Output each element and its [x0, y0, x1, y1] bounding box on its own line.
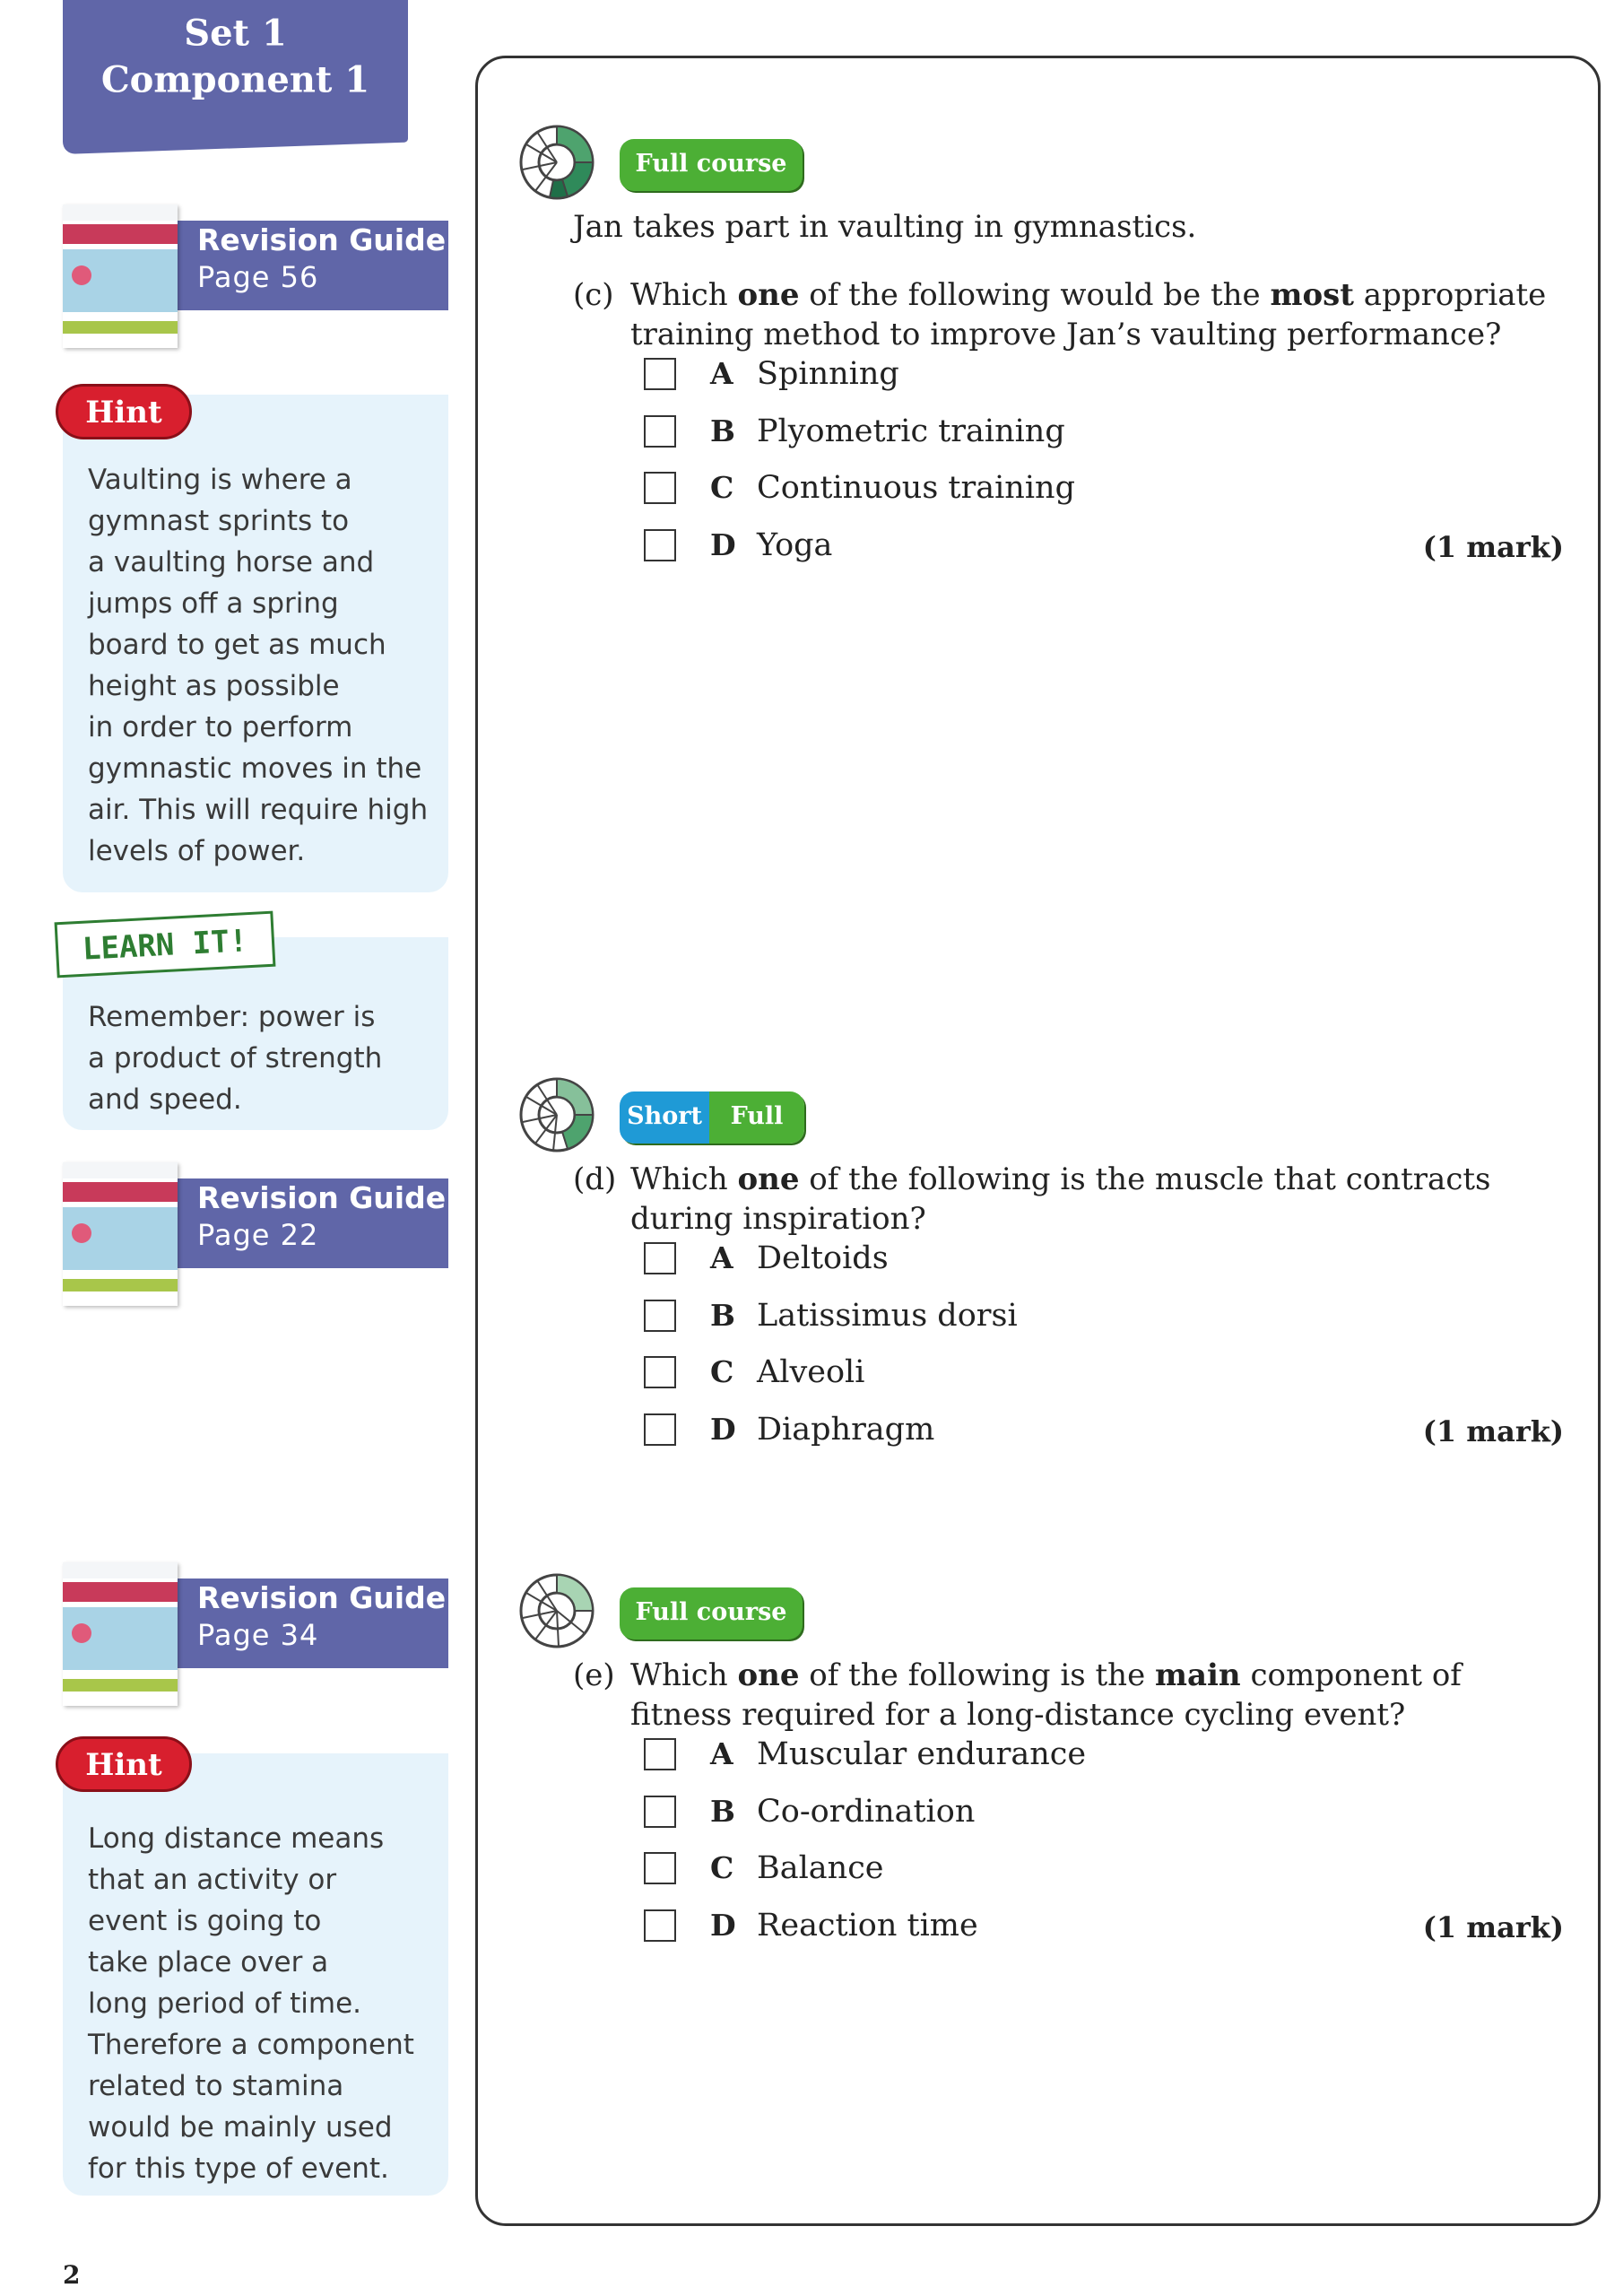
question-intro: Jan takes part in vaulting in gymnastics. — [573, 209, 1197, 245]
full-course-badge: Full course — [620, 139, 803, 191]
hint-line: jumps off a spring — [88, 587, 339, 620]
hint-line: Therefore a component — [88, 2029, 414, 2061]
revision-guide-cover-image — [63, 1562, 178, 1706]
revision-guide-ref[interactable] — [63, 204, 448, 319]
answer-checkbox[interactable] — [644, 358, 676, 390]
revision-guide-page: Page 22 — [197, 1218, 319, 1252]
option-text: Co-ordination — [757, 1794, 976, 1830]
set-label: Set 1 — [184, 12, 287, 55]
option-d[interactable]: D Diaphragm — [644, 1410, 934, 1449]
revision-guide-page: Page 34 — [197, 1618, 319, 1652]
mark-allocation: (1 mark) — [1422, 1910, 1564, 1944]
mark-allocation: (1 mark) — [1422, 1414, 1564, 1448]
learn-line: Remember: power is — [88, 1001, 376, 1033]
learn-it-badge: LEARN IT! — [55, 911, 276, 978]
answer-checkbox[interactable] — [644, 1356, 676, 1388]
option-a[interactable]: A Spinning — [644, 354, 899, 394]
hint-line: Long distance means — [88, 1822, 385, 1855]
answer-checkbox[interactable] — [644, 1300, 676, 1332]
answer-checkbox[interactable] — [644, 1242, 676, 1274]
set-component-tab — [63, 0, 408, 154]
hint-line: air. This will require high — [88, 794, 429, 826]
hint-line: would be mainly used — [88, 2111, 393, 2144]
option-text: Balance — [757, 1850, 884, 1886]
option-text: Deltoids — [757, 1240, 889, 1276]
option-b[interactable]: B Latissimus dorsi — [644, 1296, 1018, 1335]
option-text: Continuous training — [757, 470, 1075, 506]
hint-line: gymnastic moves in the — [88, 752, 422, 785]
question-label: (e) — [573, 1657, 615, 1693]
difficulty-gauge-icon — [514, 119, 600, 205]
question-label: (d) — [573, 1161, 617, 1197]
option-text: Muscular endurance — [757, 1736, 1087, 1772]
answer-checkbox[interactable] — [644, 1413, 676, 1446]
hint-line: a vaulting horse and — [88, 546, 375, 578]
hint-line: levels of power. — [88, 835, 306, 867]
option-text: Alveoli — [757, 1354, 865, 1390]
option-text: Spinning — [757, 356, 899, 392]
hint-badge: Hint — [56, 1736, 192, 1792]
difficulty-gauge-icon — [514, 1568, 600, 1654]
question-text: (c) Which one of the following would be the most appropriate training method to improve Jan’s vaulting performance? — [573, 277, 1547, 352]
revision-guide-cover-image — [63, 204, 178, 348]
option-text: Diaphragm — [757, 1412, 935, 1448]
hint-badge: Hint — [56, 384, 192, 439]
revision-guide-ref[interactable] — [63, 1562, 448, 1677]
hint-line: gymnast sprints to — [88, 505, 350, 537]
option-a[interactable]: A Deltoids — [644, 1239, 889, 1278]
option-text: Yoga — [757, 527, 833, 563]
hint-line: height as possible — [88, 670, 340, 702]
hint-box — [63, 1753, 448, 2196]
option-text: Latissimus dorsi — [757, 1298, 1018, 1334]
hint-line: in order to perform — [88, 711, 353, 744]
hint-box — [63, 395, 448, 892]
hint-line: that an activity or — [88, 1864, 337, 1896]
answer-checkbox[interactable] — [644, 415, 676, 448]
answer-checkbox[interactable] — [644, 1738, 676, 1770]
revision-guide-title: Revision Guide — [197, 222, 447, 257]
answer-checkbox[interactable] — [644, 1909, 676, 1942]
component-label: Component 1 — [100, 58, 370, 101]
revision-guide-cover-image — [63, 1162, 178, 1306]
revision-guide-title: Revision Guide — [197, 1180, 447, 1215]
question-panel — [475, 56, 1601, 2226]
full-course-badge: Full course — [620, 1587, 803, 1639]
answer-checkbox[interactable] — [644, 1852, 676, 1884]
option-d[interactable]: D Yoga — [644, 526, 832, 565]
question-label: (c) — [573, 277, 614, 313]
option-c[interactable]: C Continuous training — [644, 468, 1075, 508]
option-c[interactable]: C Balance — [644, 1848, 884, 1888]
difficulty-gauge-icon — [514, 1072, 600, 1158]
option-b[interactable]: B Plyometric training — [644, 412, 1065, 451]
full-course-label: Full — [709, 1091, 804, 1144]
question-text: (d) Which one of the following is the muscle that contracts during inspiration? — [573, 1161, 1491, 1237]
hint-line: event is going to — [88, 1905, 322, 1937]
hint-line: related to stamina — [88, 2070, 344, 2102]
answer-checkbox[interactable] — [644, 529, 676, 561]
short-full-course-badge — [620, 1091, 804, 1144]
page-number: 2 — [63, 2260, 81, 2290]
revision-guide-ref[interactable] — [63, 1162, 448, 1277]
hint-line: Vaulting is where a — [88, 464, 352, 496]
option-a[interactable]: A Muscular endurance — [644, 1735, 1086, 1774]
mark-allocation: (1 mark) — [1422, 530, 1564, 564]
option-text: Reaction time — [757, 1908, 978, 1944]
learn-line: and speed. — [88, 1083, 242, 1116]
option-c[interactable]: C Alveoli — [644, 1352, 864, 1392]
answer-checkbox[interactable] — [644, 472, 676, 504]
revision-guide-title: Revision Guide — [197, 1580, 447, 1615]
option-b[interactable]: B Co-ordination — [644, 1792, 975, 1831]
hint-line: take place over a — [88, 1946, 329, 1979]
option-text: Plyometric training — [757, 413, 1065, 449]
option-d[interactable]: D Reaction time — [644, 1906, 978, 1945]
question-text: (e) Which one of the following is the main component of fitness required for a long-distance cycling event? — [573, 1657, 1462, 1733]
revision-guide-page: Page 56 — [197, 260, 319, 294]
hint-line: long period of time. — [88, 1987, 361, 2020]
hint-line: board to get as much — [88, 629, 386, 661]
hint-line: for this type of event. — [88, 2152, 389, 2185]
answer-checkbox[interactable] — [644, 1796, 676, 1828]
learn-line: a product of strength — [88, 1042, 383, 1074]
short-course-label: Short — [620, 1091, 709, 1144]
